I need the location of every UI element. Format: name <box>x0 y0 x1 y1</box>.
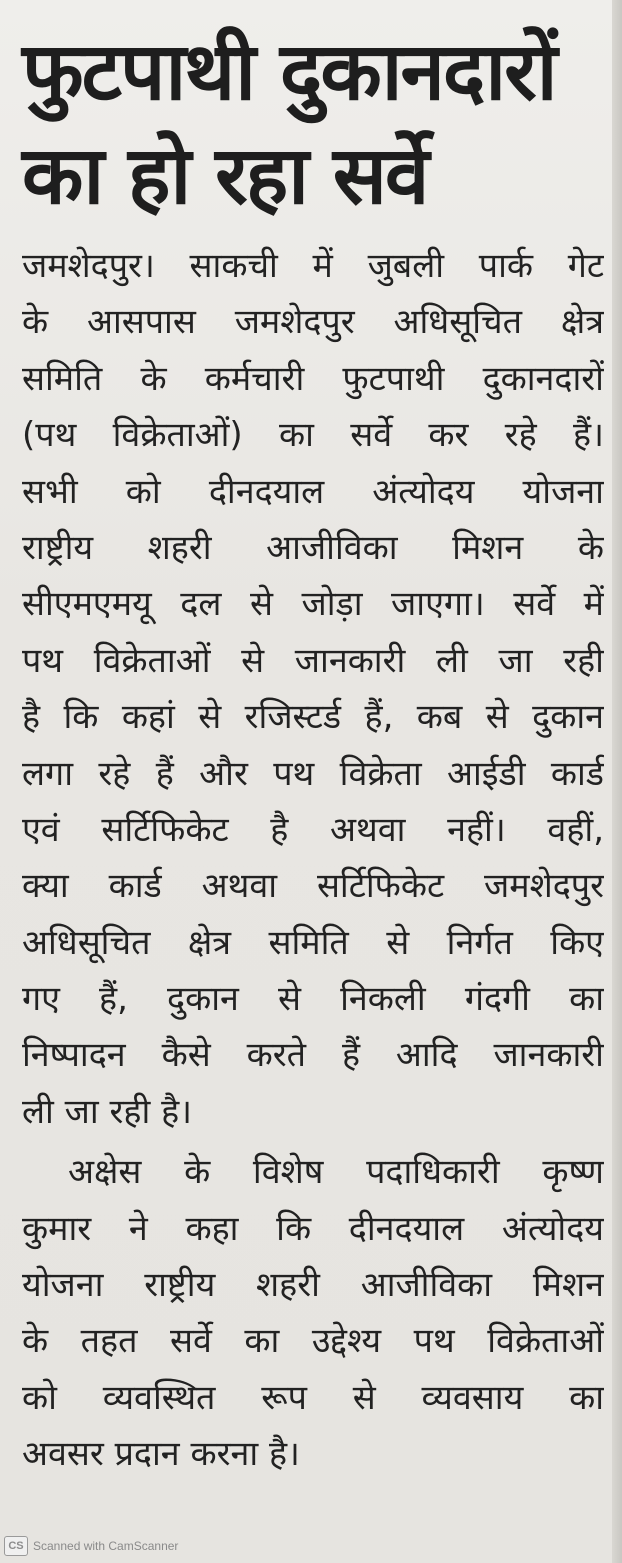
text-line: को व्यवस्थित रूप से व्यवसाय का <box>22 1377 604 1418</box>
text-line: लगा रहे हैं और पथ विक्रेता आईडी कार्ड <box>22 753 604 794</box>
text-line: ली जा रही है। <box>22 1091 193 1132</box>
text-line: सीएमएमयू दल से जोड़ा जाएगा। सर्वे में <box>22 584 604 625</box>
text-line: अधिसूचित क्षेत्र समिति से निर्गत किए <box>22 922 604 963</box>
text-line: है कि कहां से रजिस्टर्ड हैं, कब से दुकान <box>22 697 604 738</box>
scanner-watermark <box>4 1535 178 1557</box>
headline <box>22 20 607 228</box>
text-line: अक्षेस के विशेष पदाधिकारी कृष्ण <box>68 1152 604 1193</box>
text-line: के आसपास जमशेदपुर अधिसूचित क्षेत्र <box>22 302 604 343</box>
text-line: अवसर प्रदान करना है। <box>22 1434 300 1475</box>
paper-edge <box>612 0 622 1563</box>
text-line: के तहत सर्वे का उद्देश्य पथ विक्रेताओं <box>22 1321 604 1362</box>
paragraph-2 <box>22 1144 604 1482</box>
camscanner-logo-icon: CS <box>4 1536 28 1556</box>
text-line: एवं सर्टिफिकेट है अथवा नहीं। वहीं, <box>22 809 604 850</box>
watermark-label: Scanned with CamScanner <box>33 1539 179 1553</box>
text-line: कुमार ने कहा कि दीनदयाल अंत्योदय <box>22 1208 604 1249</box>
text-line: सभी को दीनदयाल अंत्योदय योजना <box>22 471 604 512</box>
text-line: जमशेदपुर। साकची में जुबली पार्क गेट <box>22 246 604 286</box>
text-line: राष्ट्रीय शहरी आजीविका मिशन के <box>22 527 604 568</box>
text-line: (पथ विक्रेताओं) का सर्वे कर रहे हैं। <box>22 415 604 456</box>
headline-line: का हो रहा सर्वे <box>22 129 428 222</box>
article-body <box>22 238 604 1483</box>
text-line: समिति के कर्मचारी फुटपाथी दुकानदारों <box>22 358 604 399</box>
text-line: निष्पादन कैसे करते हैं आदि जानकारी <box>22 1035 604 1076</box>
text-line: योजना राष्ट्रीय शहरी आजीविका मिशन <box>22 1265 604 1306</box>
paragraph-1 <box>22 238 604 1140</box>
text-line: पथ विक्रेताओं से जानकारी ली जा रही <box>22 640 604 681</box>
text-line: क्या कार्ड अथवा सर्टिफिकेट जमशेदपुर <box>22 866 604 907</box>
text-line: गए हैं, दुकान से निकली गंदगी का <box>22 979 604 1020</box>
headline-line: फुटपाथी दुकानदारों <box>22 25 556 118</box>
